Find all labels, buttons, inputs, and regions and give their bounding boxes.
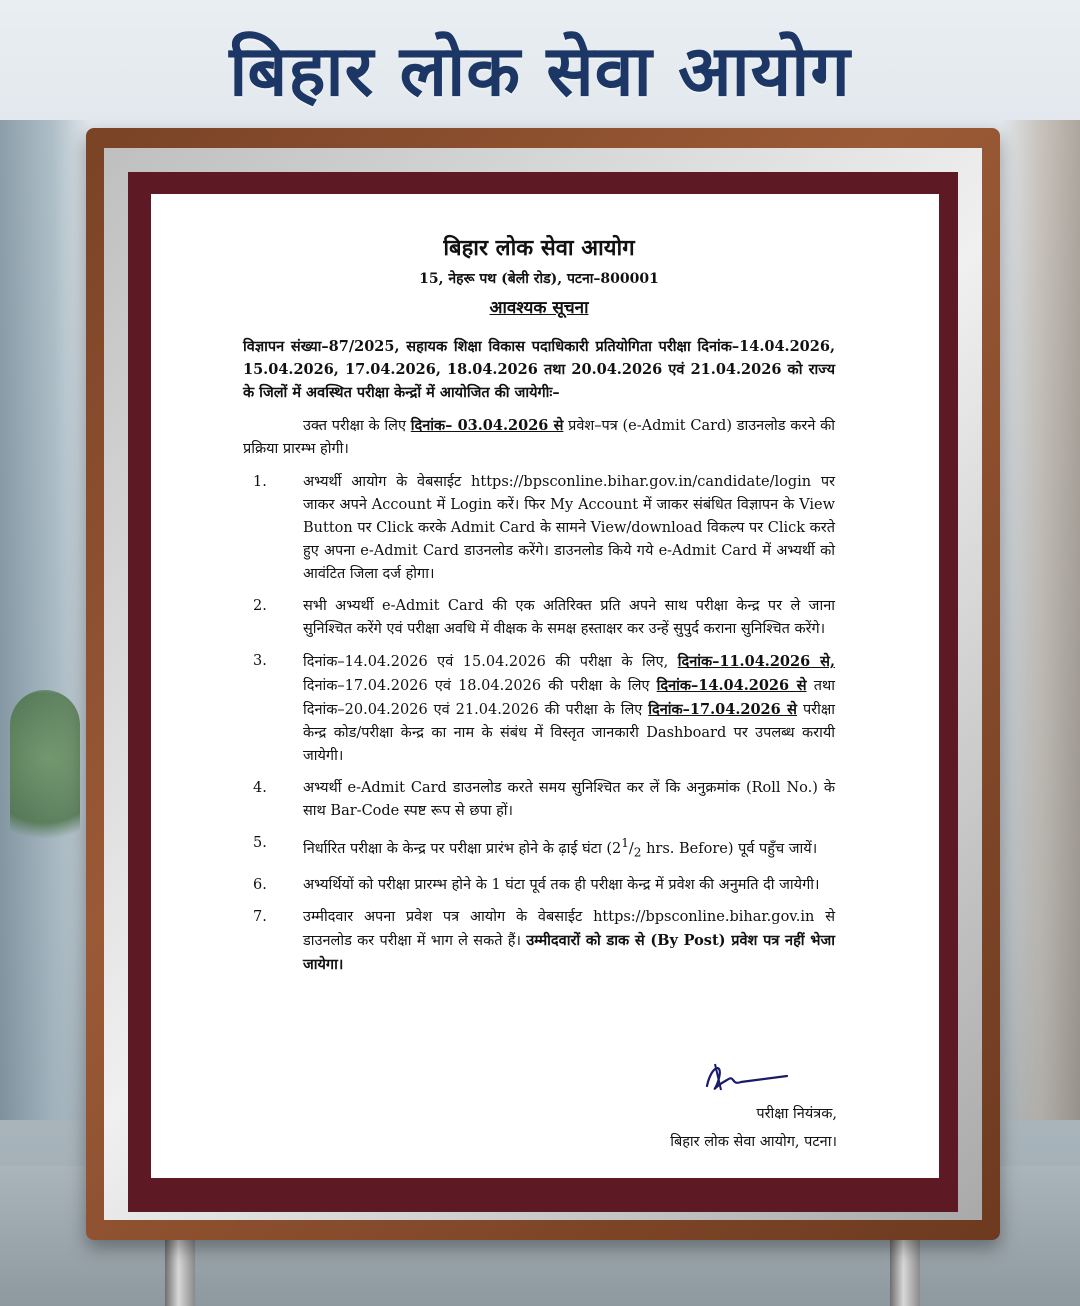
org-name: बिहार लोक सेवा आयोग xyxy=(443,235,635,261)
list-item xyxy=(243,874,835,897)
background-window xyxy=(0,120,90,1120)
item-text: सभी अभ्यर्थी e-Admit Card की एक अतिरिक्त प्रति अपने साथ परीक्षा केन्द्र पर ले जाना सुनिश्चित करेंगे एवं परीक्षा अवधि में वीक्षक के समक्ष हस्ताक्षर कर उन्हें सुपुर्द कराना सुनिश्चित करेंगे। xyxy=(303,598,835,637)
item-text-part: निर्धारित परीक्षा के केन्द्र पर परीक्षा प्रारंभ होने के ढ़ाई घंटा (2 xyxy=(303,840,622,857)
sign-off xyxy=(670,1100,837,1156)
highlight-date: दिनांक–17.04.2026 से xyxy=(648,701,797,718)
item-text-part: hrs. Before) पूर्व पहुँच जायें। xyxy=(641,840,818,857)
fraction-numerator: 1 xyxy=(621,836,629,850)
item-number: 3. xyxy=(253,653,267,669)
item-text-part: दिनांक–14.04.2026 एवं 15.04.2026 की परीक्षा के लिए, xyxy=(303,654,669,670)
item-text: निर्धारित परीक्षा के केन्द्र पर परीक्षा प्रारंभ होने के ढ़ाई घंटा ($2^1/_2$ hrs. Before) पूर्व पहुँच जायें। xyxy=(303,836,818,860)
org-address: 15, नेहरू पथ (बेली रोड), पटना–800001 xyxy=(419,271,659,287)
list-item xyxy=(243,471,835,586)
signatory-org: बिहार लोक सेवा आयोग, पटना। xyxy=(670,1134,837,1150)
item-number: 5. xyxy=(253,835,267,851)
notice-intro: विज्ञापन संख्या–87/2025, सहायक शिक्षा विकास पदाधिकारी प्रतियोगिता परीक्षा दिनांक–14.04.2026, 15.04.2026, 17.04.2026, 18.04.2026 तथा 20.04.2026 एवं 21.04.2026 को राज्य के जिलों में अवस्थित परीक्षा केन्द्रों में आयोजित की जायेगीः– xyxy=(243,338,835,401)
list-item xyxy=(243,650,835,768)
admit-card-line xyxy=(243,414,835,461)
item-number: 2. xyxy=(253,598,267,614)
item-text xyxy=(303,906,835,977)
item-number: 4. xyxy=(253,780,267,796)
item-text-part: दिनांक–17.04.2026 एवं 18.04.2026 की परीक्षा के लिए xyxy=(303,678,650,694)
instruction-list xyxy=(243,471,835,977)
item-text: अभ्यर्थी आयोग के वेबसाईट https://bpsconline.bihar.gov.in/candidate/login पर जाकर अपने Account में Login करें। फिर My Account में जाकर संबंधित विज्ञापन के View Button पर Click करके Admit Card के सामने View/download विकल्प पर Click करते हुए अपना e-Admit Card डाउनलोड करेंगे। डाउनलोड किये गये e-Admit Card में अभ्यर्थी को आवंटित जिला दर्ज होगा। xyxy=(303,474,835,582)
item-number: 6. xyxy=(253,876,267,893)
highlight-date: दिनांक–14.04.2026 से xyxy=(656,677,807,694)
item-text xyxy=(303,650,835,768)
item-number: 1. xyxy=(253,474,267,490)
signatory-title: परीक्षा नियंत्रक, xyxy=(756,1106,837,1122)
item-text: अभ्यर्थियों को परीक्षा प्रारम्भ होने के 1 घंटा पूर्व तक ही परीक्षा केन्द्र में प्रवेश की अनुमति दी जायेगी। xyxy=(303,876,820,893)
item-text-part: परीक्षा केन्द्र कोड/परीक्षा केन्द्र का नाम के संबंध में विस्तृत जानकारी Dashboard पर उपलब्ध करायी जायेगी। xyxy=(303,702,836,764)
background-shelf xyxy=(1000,120,1080,1120)
notice-heading: आवश्यक सूचना xyxy=(489,298,589,318)
fraction-denominator: 2 xyxy=(633,845,642,860)
signature xyxy=(701,1056,791,1096)
item-text-part: उम्मीदवार अपना प्रवेश पत्र आयोग के वेबसाईट https://bpsconline.bihar.gov.in से डाउनलोड कर परीक्षा में भाग ले सकते हैं। xyxy=(303,908,835,949)
item-text-part: तथा दिनांक–20.04.2026 एवं 21.04.2026 की परीक्षा के लिए xyxy=(303,678,835,718)
highlight-date: दिनांक–11.04.2026 से, xyxy=(677,653,835,670)
admit-date: दिनांक– 03.04.2026 से xyxy=(410,417,564,434)
item-number: 7. xyxy=(253,908,267,925)
background-plant xyxy=(10,690,80,860)
admit-prefix: उक्त परीक्षा के लिए xyxy=(303,418,407,434)
list-item xyxy=(243,777,835,823)
notice-document xyxy=(151,194,939,1178)
banner-title: बिहार लोक सेवा आयोग xyxy=(229,30,851,112)
no-post-warning: उम्मीदवारों को डाक से (By Post) प्रवेश पत्र नहीं भेजा जायेगा। xyxy=(303,931,835,973)
list-item xyxy=(243,595,835,641)
item-text: अभ्यर्थी e-Admit Card डाउनलोड करते समय सुनिश्चित कर लें कि अनुक्रमांक (Roll No.) के साथ Bar-Code स्पष्ट रूप से छपा हों। xyxy=(303,780,835,819)
admit-suffix: प्रवेश–पत्र (e-Admit Card) डाउनलोड करने की प्रक्रिया प्रारम्भ होगी। xyxy=(243,418,836,457)
list-item xyxy=(243,906,835,977)
list-item xyxy=(243,832,835,865)
